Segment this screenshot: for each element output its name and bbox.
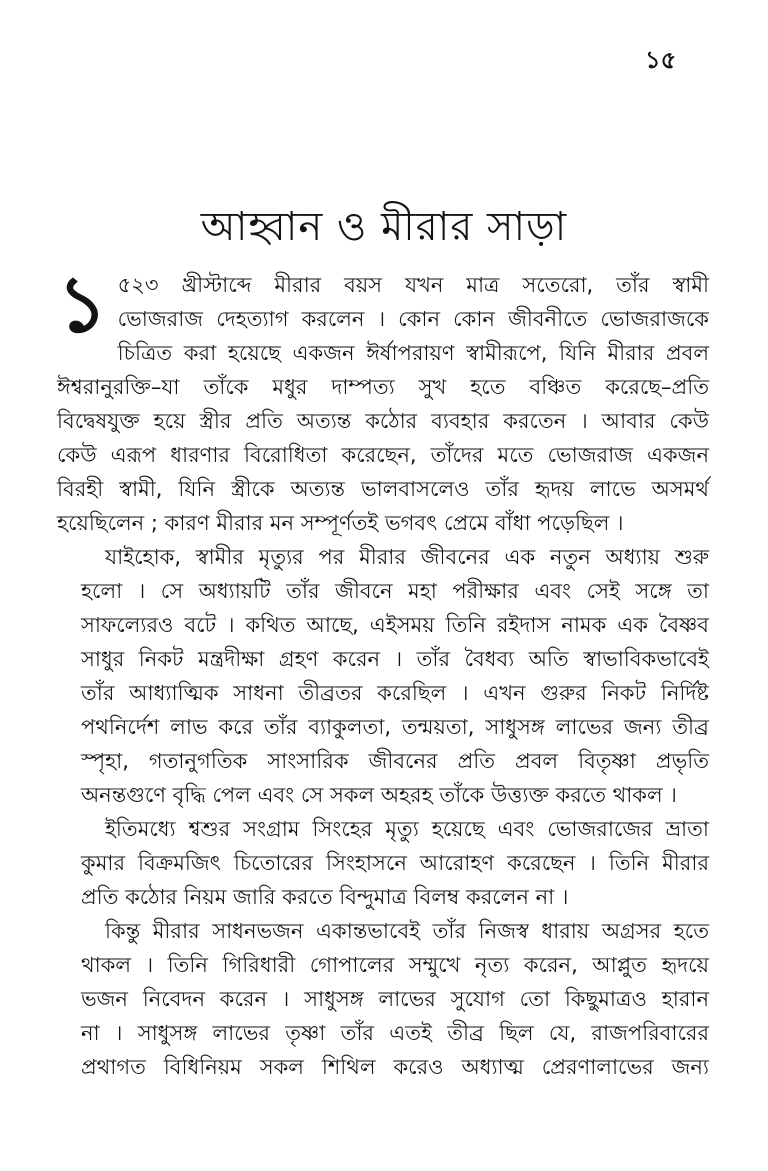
text-line: সাধুর নিকট মন্ত্রদীক্ষা গ্রহণ করেন । তাঁর বৈধব্য অতি স্বাভাবিকভাবেই [81, 647, 709, 671]
text-line: ঈশ্বরানুরক্তি–যা তাঁকে মধুর দাম্পত্য সুখ হতে বঞ্চিত করেছে–প্রতি [57, 375, 709, 399]
text-line: ৫২৩ খ্রীস্টাব্দে মীরার বয়স যখন মাত্র সতেরো, তাঁর স্বামী [117, 273, 709, 297]
text-line: বিরহী স্বামী, যিনি স্ত্রীকে অত্যন্ত ভালবাসলেও তাঁর হৃদয় লাভে অসমর্থ [57, 477, 709, 501]
text-line: বিদ্বেষযুক্ত হয়ে স্ত্রীর প্রতি অত্যন্ত কঠোর ব্যবহার করতেন । আবার কেউ [57, 409, 709, 433]
text-line: পথনির্দেশ লাভ করে তাঁর ব্যাকুলতা, তন্ময়তা, সাধুসঙ্গ লাভের জন্য তীব্র [81, 715, 709, 739]
text-line: না । সাধুসঙ্গ লাভের তৃষ্ণা তাঁর এতই তীব্র ছিল যে, রাজপরিবারের [81, 1021, 709, 1045]
text-line: হয়েছিলেন ; কারণ মীরার মন সম্পূর্ণতই ভগবৎ প্রেমে বাঁধা পড়েছিল । [57, 511, 624, 535]
chapter-title: আহ্বান ও মীরার সাড়া [200, 204, 568, 250]
paragraph-2 [57, 540, 709, 812]
text-line: স্পৃহা, গতানুগতিক সাংসারিক জীবনের প্রতি প্রবল বিতৃষ্ণা প্রভৃতি [81, 749, 709, 773]
text-line: ভোজরাজ দেহত্যাগ করলেন । কোন কোন জীবনীতে ভোজরাজকে [117, 307, 709, 331]
text-line: যাইহোক, স্বামীর মৃত্যুর পর মীরার জীবনের এক নতুন অধ্যায় শুরু [105, 545, 709, 569]
text-line: থাকল । তিনি গিরিধারী গোপালের সম্মুখে নৃত্য করেন, আপ্লুত হৃদয়ে [81, 953, 709, 977]
text-line: প্রথাগত বিধিনিয়ম সকল শিথিল করেও অধ্যাত্ম প্রেরণালাভের জন্য [81, 1055, 709, 1079]
drop-cap: ১ [57, 260, 108, 350]
text-line: ভজন নিবেদন করেন । সাধুসঙ্গ লাভের সুযোগ তো কিছুমাত্রও হারান [81, 987, 709, 1011]
text-line: প্রতি কঠোর নিয়ম জারি করতে বিন্দুমাত্র বিলম্ব করলেন না । [81, 885, 569, 909]
body-text [57, 260, 709, 1084]
paragraph-1 [57, 260, 709, 540]
text-line: তাঁর আধ্যাত্মিক সাধনা তীব্রতর করেছিল । এখন গুরুর নিকট নির্দিষ্ট [81, 681, 709, 705]
paragraph-3 [57, 812, 709, 914]
paragraph-4 [57, 914, 709, 1084]
text-line: হলো । সে অধ্যায়টি তাঁর জীবনে মহা পরীক্ষার এবং সেই সঙ্গে তা [81, 579, 709, 603]
text-line: চিত্রিত করা হয়েছে একজন ঈর্ষাপরায়ণ স্বামীরূপে, যিনি মীরার প্রবল [117, 341, 709, 365]
text-line: সাফল্যেরও বটে । কথিত আছে, এইসময় তিনি রইদাস নামক এক বৈষ্ণব [81, 613, 709, 637]
text-line: কেউ এরূপ ধারণার বিরোধিতা করেছেন, তাঁদের মতে ভোজরাজ একজন [57, 443, 709, 467]
page-number: ১৫ [645, 46, 677, 74]
text-line: কিন্তু মীরার সাধনভজন একান্তভাবেই তাঁর নিজস্ব ধারায় অগ্রসর হতে [105, 919, 709, 943]
text-line: কুমার বিক্রমজিৎ চিতোরের সিংহাসনে আরোহণ করেছেন । তিনি মীরার [81, 851, 709, 875]
text-line: অনন্তগুণে বৃদ্ধি পেল এবং সে সকল অহরহ তাঁকে উত্ত্যক্ত করতে থাকল । [81, 783, 677, 807]
text-line: ইতিমধ্যে শ্বশুর সংগ্রাম সিংহের মৃত্যু হয়েছে এবং ভোজরাজের ভ্রাতা [105, 817, 709, 841]
